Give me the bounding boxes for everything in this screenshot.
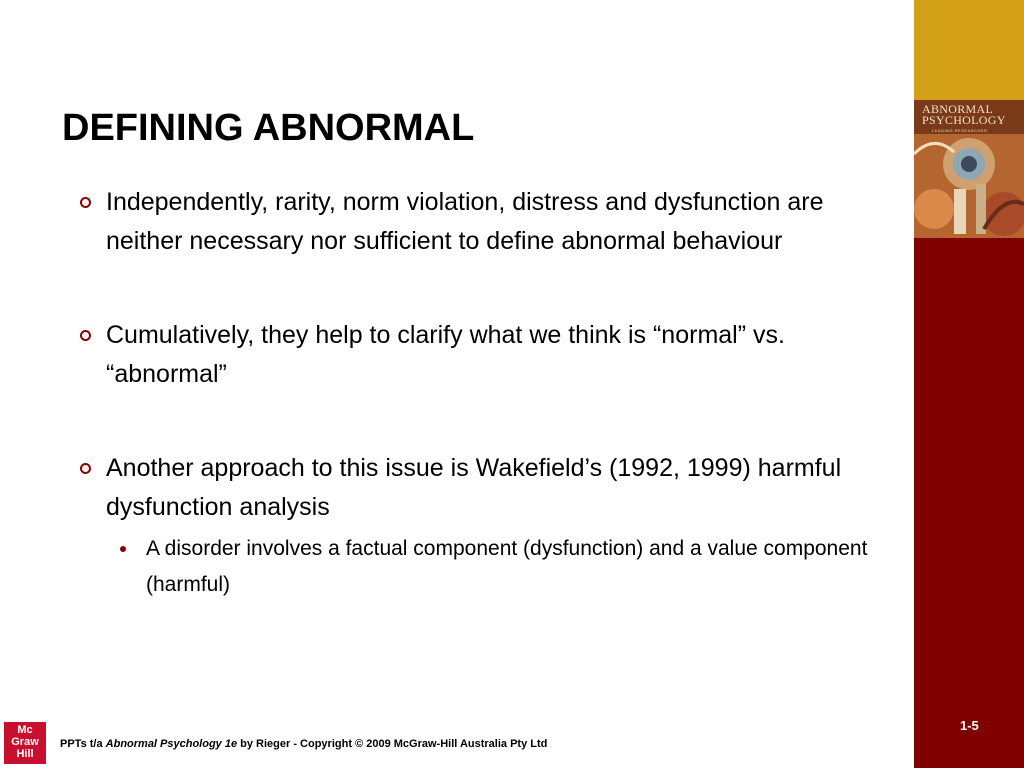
circle-bullet-icon: [80, 463, 91, 474]
sidebar-gold-band: [914, 0, 1024, 100]
bullet-text: Independently, rarity, norm violation, distress and dysfunction are neither necessary nor sufficient to define abnormal behaviour: [106, 188, 824, 255]
dot-bullet-icon: [120, 546, 126, 552]
bullet-text: Cumulatively, they help to clarify what we think is “normal” vs. “abnormal”: [106, 321, 785, 388]
bullet-item: [80, 316, 880, 394]
circle-bullet-icon: [80, 197, 91, 208]
page-number: 1-5: [960, 718, 979, 733]
mcgraw-hill-logo: Mc Graw Hill: [4, 722, 46, 764]
bullet-item: [80, 449, 880, 527]
footer-copyright: PPTs t/a Abnormal Psychology 1e by Rieger - Copyright © 2009 McGraw-Hill Australia Pty Ltd: [60, 738, 548, 750]
bullet-item: [80, 183, 880, 261]
book-cover-image: [914, 100, 1024, 238]
book-cover-artwork: [914, 134, 1024, 238]
sub-bullet-text: A disorder involves a factual component (dysfunction) and a value component (harmful): [146, 537, 868, 596]
slide-content: [80, 183, 880, 603]
book-cover-subtitle: LEADING RESEARCHER: [932, 128, 988, 133]
book-cover-title: ABNORMAL PSYCHOLOGY: [922, 102, 1006, 127]
slide-title: DEFINING ABNORMAL: [62, 107, 475, 149]
circle-bullet-icon: [80, 330, 91, 341]
bullet-text: Another approach to this issue is Wakefield’s (1992, 1999) harmful dysfunction analysis: [106, 454, 842, 521]
footer-book-title: Abnormal Psychology 1e: [105, 738, 238, 750]
sub-bullet-item: [80, 531, 880, 603]
